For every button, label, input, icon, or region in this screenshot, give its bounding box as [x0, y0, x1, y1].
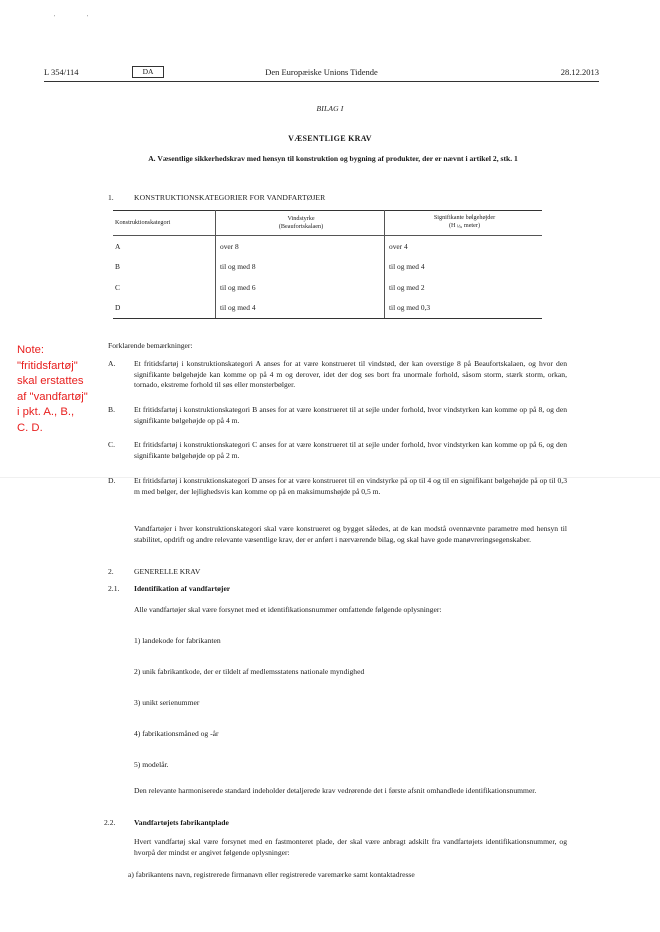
- cell-wind: til og med 6: [216, 277, 385, 298]
- table-row: [113, 298, 542, 319]
- section-2-2-number: 2.2.: [104, 818, 116, 827]
- cell-wave: over 4: [389, 241, 408, 251]
- margin-note-line: af "vandfartøj": [17, 390, 88, 403]
- explanatory-text-b: Et fritidsfartøj i konstruktionskategori B anses for at være konstrueret til at sejle under forhold, hvor vindstyrken kan komme op på 8, og den signifikante bølgehøjde op på 4 m.: [134, 405, 567, 425]
- list-item: 3) unikt serienummer: [134, 698, 200, 707]
- journal-header: [44, 66, 599, 80]
- cell-category: B: [113, 257, 216, 278]
- table-row: [113, 257, 542, 278]
- section-1-title: KONSTRUKTIONSKATEGORIER FOR VANDFARTØJER: [134, 193, 326, 202]
- cell-wind: til og med 8: [216, 257, 385, 278]
- margin-note: [17, 343, 97, 436]
- section-2-1-number: 2.1.: [108, 584, 120, 593]
- explanatory-closing: Vandfartøjer i hver konstruktionskategori skal være konstrueret og bygget således, at de kan modstå ovennævnte parametre med hensyn til stabilitet, opdrift og andre relevante væsentlige krav, der er anført i nærværende bilag, og skal have gode manøvreringsegenskaber.: [134, 524, 567, 544]
- section-2-1-title: Identifikation af vandfartøjer: [134, 584, 231, 593]
- section-2-2-title: Vandfartøjets fabrikantplade: [134, 818, 229, 827]
- explanatory-label-a: A.: [108, 359, 116, 368]
- margin-note-line: i pkt. A., B.,: [17, 406, 75, 418]
- cell-wave: til og med 0,3: [385, 298, 543, 319]
- section-2-2-intro: Hvert vandfartøj skal være forsynet med en fastmonteret plade, der skal være anbragt adskilt fra vandfartøjets identifikationsnummer, og hvorpå der mindst er angivet følgende oplysninger:: [134, 837, 567, 857]
- margin-note-line: Note:: [17, 344, 45, 356]
- header-wave: [385, 211, 543, 236]
- main-heading: VÆSENTLIGE KRAV: [288, 134, 372, 143]
- list-item: 5) modelår.: [134, 760, 169, 769]
- cell-category: C: [113, 277, 216, 298]
- header-category: Konstruktionskategori: [113, 211, 216, 236]
- cell-wave: til og med 2: [389, 282, 425, 292]
- explanatory-label-d: D.: [108, 476, 116, 485]
- cell-wave: til og med 4: [389, 262, 425, 272]
- header-wave-suffix: , meter): [460, 222, 481, 229]
- annex-label: BILAG I: [316, 104, 344, 113]
- section-2-number: 2.: [108, 567, 114, 576]
- header-divider: [44, 81, 599, 82]
- cell-wind: over 8: [216, 236, 385, 257]
- list-item: 4) fabrikationsmåned og -år: [134, 729, 219, 738]
- margin-note-line: skal erstattes: [17, 375, 84, 387]
- cell-category: D: [113, 298, 216, 319]
- header-wind: [216, 211, 385, 236]
- table-row: [113, 277, 542, 298]
- cell-wind: til og med 4: [216, 298, 385, 319]
- section-a-title: A. Væsentlige sikkerhedskrav med hensyn til konstruktion og bygning af produkter, der er nævnt i artikel 2, stk. 1: [148, 154, 518, 163]
- header-wind-line1: Vindstyrke: [287, 215, 315, 222]
- header-wave-prefix: (H: [448, 222, 458, 229]
- journal-date: 28.12.2013: [560, 67, 599, 77]
- design-category-table: [113, 210, 542, 319]
- header-wave-line1: Signifikante bølgehøjder: [433, 214, 496, 221]
- table-header-row: [113, 211, 542, 236]
- explanatory-text-c: Et fritidsfartøj i konstruktionskategori C anses for at være konstrueret til at sejle under forhold, hvor vindstyrken kan komme op på 6, og den signifikante bølgehøjde op på 2 m.: [134, 440, 567, 460]
- explanatory-text-d: Et fritidsfartøj i konstruktionskategori D anses for at være konstrueret til en vindstyrke på op til 4 og til en signifikant bølgehøjde på op til 0,3 m med bølger, der lejlighedsvis kan komme op på en maksimumshøjde på 0,5 m.: [134, 476, 567, 496]
- margin-note-line: C. D.: [17, 421, 43, 434]
- list-item: 2) unik fabrikantkode, der er tildelt af medlemsstatens nationale myndighed: [134, 667, 365, 676]
- explanatory-text-a: Et fritidsfartøj i konstruktionskategori A anses for at være konstrueret til vindstød, der kan overstige 8 på Beaufortskalaen, og hvor den signifikante bølgehøjde kan komme op på 4 m og derover, idet der dog ses bort fra unormale forhold, såsom storm, stærk storm, orkan, tornado, ekstreme forhold til søs eller monsterbølger.: [134, 359, 567, 389]
- table-row: [113, 236, 542, 257]
- explanatory-label-b: B.: [108, 405, 115, 414]
- section-1-number: 1.: [108, 193, 114, 202]
- list-item: 1) landekode for fabrikanten: [134, 636, 221, 645]
- margin-note-line: "fritidsfartøj": [17, 359, 78, 372]
- explanatory-intro: Forklarende bemærkninger:: [108, 341, 193, 350]
- section-2-1-intro: Alle vandfartøjer skal være forsynet med et identifikationsnummer omfattende følgende oplysninger:: [134, 605, 442, 614]
- list-item: a) fabrikantens navn, registrerede firmanavn eller registrerede varemærke samt kontaktadresse: [128, 870, 415, 879]
- section-2-1-standard-note: Den relevante harmoniserede standard indeholder detaljerede krav vedrørende det i første afsnit omhandlede identifikationsnummer.: [134, 786, 537, 795]
- cell-category: A: [113, 236, 216, 257]
- language-badge: DA: [132, 66, 164, 78]
- section-2-title: GENERELLE KRAV: [134, 567, 201, 576]
- journal-title: Den Europæiske Unions Tidende: [265, 67, 378, 77]
- header-wave-subscript: ⅓: [457, 225, 461, 230]
- header-wind-line2: (Beaufortskalaen): [278, 223, 324, 230]
- journal-reference: L 354/114: [44, 67, 79, 77]
- explanatory-label-c: C.: [108, 440, 115, 449]
